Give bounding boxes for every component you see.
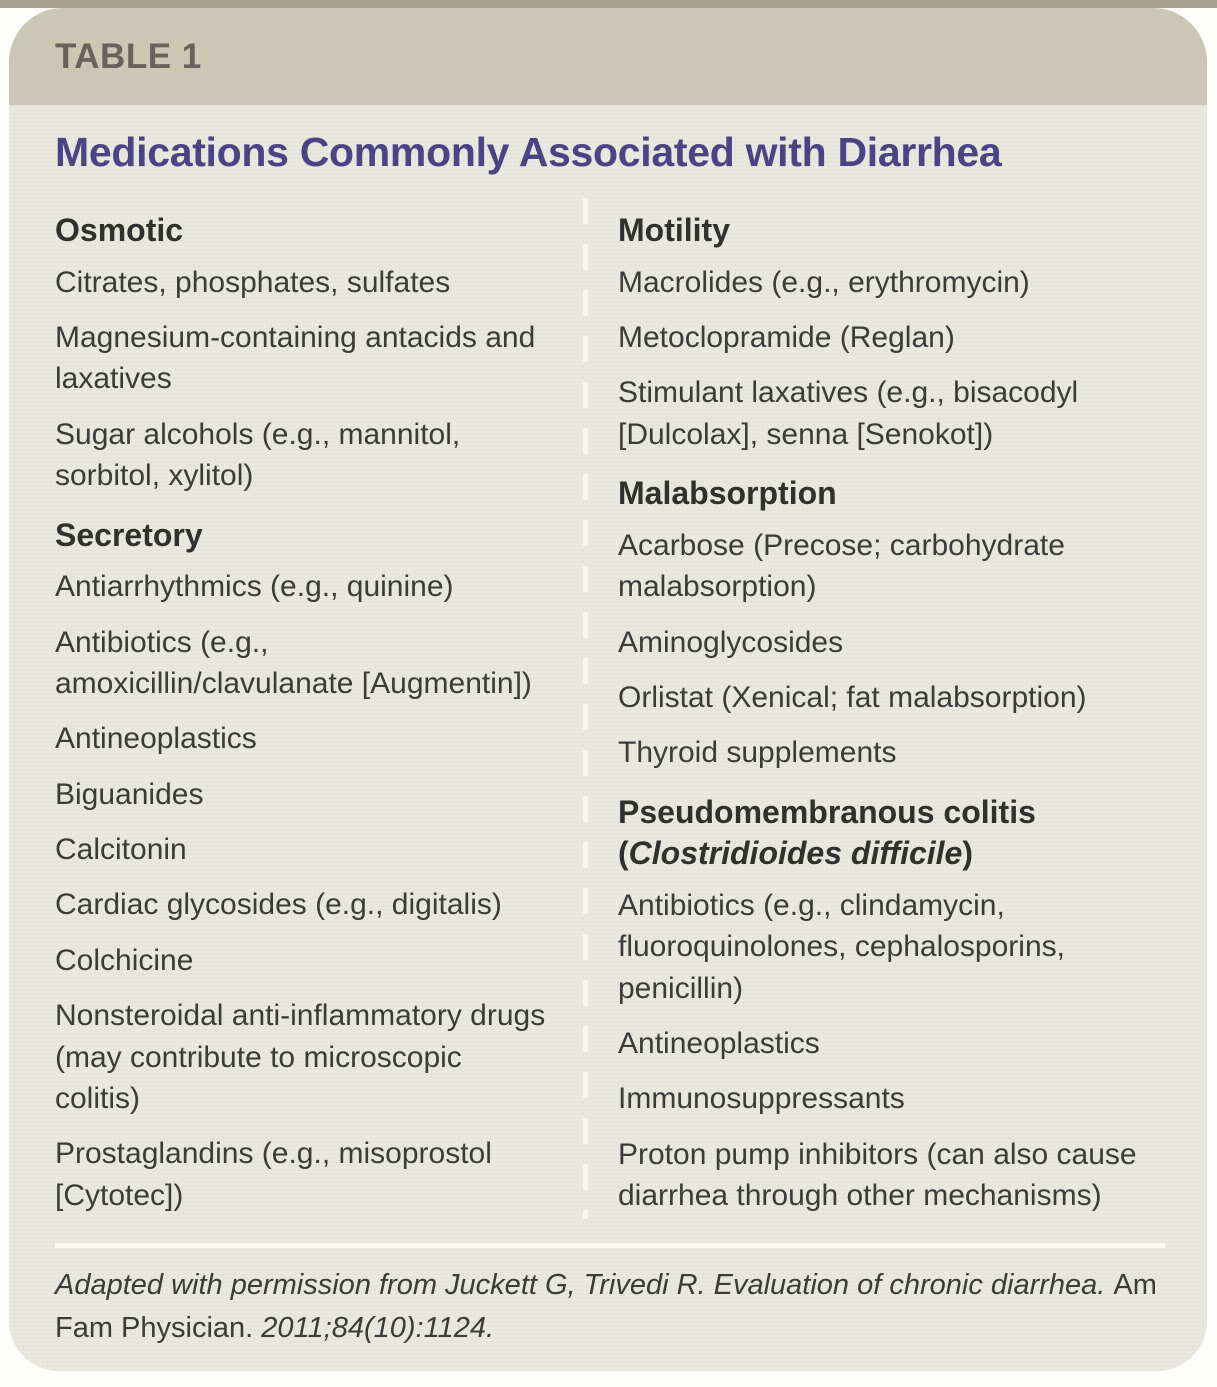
column-left	[55, 192, 555, 1231]
medication-item: Nonsteroidal anti-inflammatory drugs (may contribute to microscopic colitis)	[55, 999, 546, 1116]
section-heading: Osmotic	[55, 212, 184, 248]
medication-item: Orlistat (Xenical; fat malabsorption)	[618, 680, 1087, 714]
section-heading: Malabsorption	[618, 475, 837, 512]
top-border-strip	[0, 0, 1217, 8]
medication-item: Macrolides (e.g., erythromycin)	[618, 265, 1030, 299]
medication-item: Magnesium-containing antacids and laxatives	[55, 320, 536, 396]
footnote-rule	[55, 1243, 1165, 1248]
medication-item: Thyroid supplements	[618, 736, 897, 770]
table-number-label: TABLE 1	[55, 36, 202, 76]
medication-item: Biguanides	[55, 777, 204, 811]
credit-text: Adapted with permission from Juckett G, Trivedi R. Evaluation of chronic diarrhea.	[55, 1268, 1114, 1301]
medication-item: Antineoplastics	[55, 722, 257, 756]
medication-item: Antineoplastics	[618, 1027, 820, 1061]
section-heading: Secretory	[55, 516, 203, 553]
medication-item: Acarbose (Precose; carbohydrate malabsorption)	[618, 528, 1065, 604]
table-header-band	[9, 8, 1207, 105]
medication-item: Citrates, phosphates, sulfates	[55, 265, 451, 299]
medication-item: Stimulant laxatives (e.g., bisacodyl [Dulcolax], senna [Senokot])	[618, 376, 1079, 451]
column-divider-dashed-line	[583, 198, 588, 1219]
medication-item: Antibiotics (e.g., amoxicillin/clavulanate [Augmentin])	[55, 625, 532, 700]
column-right	[618, 192, 1165, 1231]
section-heading: Pseudomembranous colitis (Clostridioides difficile)	[618, 793, 1036, 872]
medication-item: Colchicine	[55, 943, 194, 977]
columns-container	[55, 192, 1165, 1231]
credit-citation-numbers: 2011;84(10):1124.	[261, 1312, 495, 1345]
medication-item: Immunosuppressants	[618, 1082, 905, 1116]
medication-item: Antibiotics (e.g., clindamycin, fluoroquinolones, cephalosporins, penicillin)	[618, 888, 1065, 1005]
medication-item: Metoclopramide (Reglan)	[618, 320, 955, 354]
section-heading: Motility	[618, 212, 730, 248]
medication-item: Proton pump inhibitors (can also cause diarrhea through other mechanisms)	[618, 1137, 1137, 1213]
medication-item: Calcitonin	[55, 833, 187, 867]
table-content	[9, 105, 1207, 1371]
medication-item: Aminoglycosides	[618, 625, 844, 659]
table-card	[9, 8, 1207, 1371]
credit-line	[55, 1264, 1165, 1371]
medication-item: Antiarrhythmics (e.g., quinine)	[55, 570, 454, 604]
medication-item: Prostaglandins (e.g., misoprostol [Cytotec])	[55, 1137, 492, 1212]
medication-item: Sugar alcohols (e.g., mannitol, sorbitol, xylitol)	[55, 417, 461, 493]
credit-journal-name: Am Fam Physician.	[55, 1268, 1157, 1345]
table-title: Medications Commonly Associated with Diarrhea	[55, 129, 1002, 175]
medication-item: Cardiac glycosides (e.g., digitalis)	[55, 888, 502, 922]
